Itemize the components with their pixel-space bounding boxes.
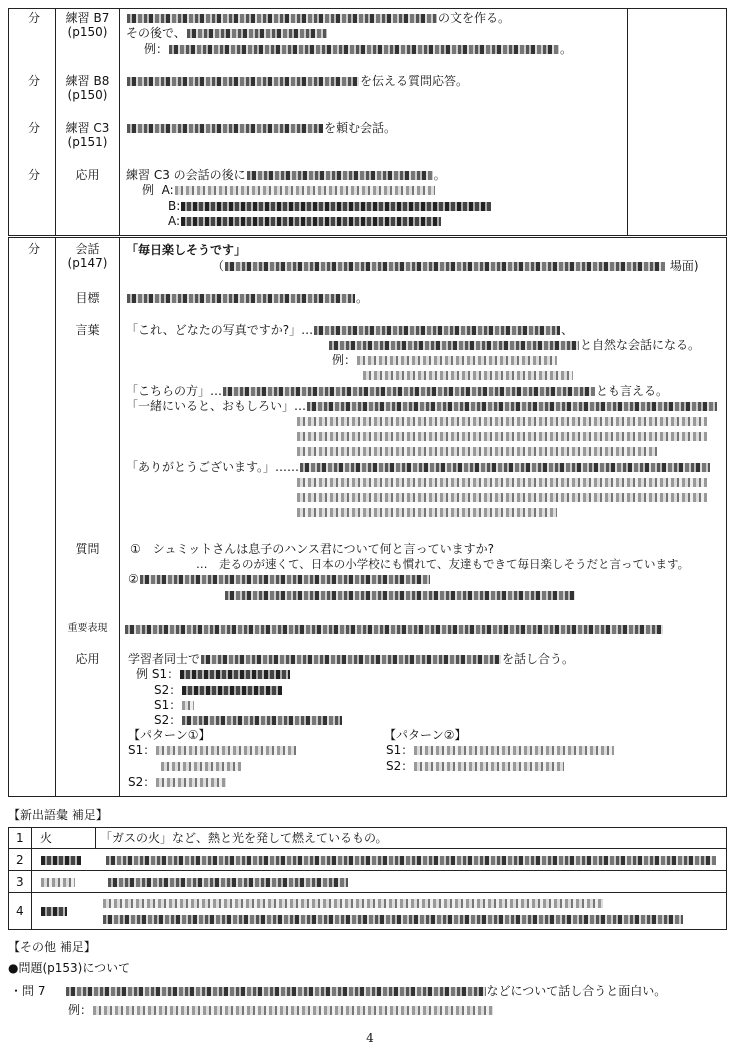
- kaiwa-scene-close: 場面): [669, 259, 699, 273]
- row-b8-label-1: 練習 B8: [65, 74, 110, 88]
- row-b7-line1-suffix: の文を作る。: [438, 11, 511, 25]
- page-number: 4: [366, 1031, 374, 1045]
- row-oyo-top-ex-label: 例: [142, 183, 155, 197]
- kaiwa-label-1: 会話: [75, 242, 100, 256]
- kotoba-q3-line3: [296, 429, 708, 443]
- kotoba-q1-text: 「これ、どなたの写真ですか?」…: [126, 323, 314, 337]
- vocab-row-3-num: 3: [16, 875, 24, 889]
- oyo-label: 応用: [75, 652, 100, 666]
- row-c3-line1-suffix: を頼む会話。: [324, 121, 397, 135]
- kotoba-q3-line2: [296, 414, 708, 428]
- row-b7-line3: [144, 42, 572, 56]
- kotoba-q1-suffix: 、: [561, 323, 574, 337]
- row-oyo-top-time: 分: [28, 168, 41, 182]
- kaiwa-scene-open: （: [212, 259, 225, 273]
- oyo-p2-s1: S1：: [386, 743, 414, 757]
- oyo-p1-s1: S1：: [128, 743, 156, 757]
- vocab-row-1-desc: 「ガスの火」など、熱と光を発して燃えているもの。: [100, 831, 388, 845]
- mokuhyo-line: [126, 291, 368, 305]
- oyo-s2a: S2：: [154, 683, 182, 697]
- row-b8-line1-suffix: を伝える質問応答。: [360, 74, 469, 88]
- row-oyo-top-label: 応用: [75, 168, 100, 182]
- shitsumon-q2-line2: [224, 588, 576, 602]
- kotoba-label: 言葉: [75, 323, 100, 337]
- row-b8-label: [56, 74, 119, 102]
- oyo-line1: [128, 652, 574, 666]
- oyo-pattern2: 【パターン②】: [384, 728, 467, 742]
- other-q7: [10, 984, 666, 998]
- kotoba-q1-line2-suffix: と自然な会話になる。: [580, 338, 701, 352]
- row-c3-label-2: (p151): [67, 135, 108, 149]
- shitsumon-a1: … 走るのが速くて、日本の小学校にも慣れて、友達もできて毎日楽しそうだと言っています。: [196, 557, 690, 571]
- vocab-row-1-num: 1: [16, 831, 24, 845]
- oyo-line1-prefix: 学習者同士で: [128, 652, 201, 666]
- oyo-p2-s2: S2：: [386, 759, 414, 773]
- kaiwa-label: [56, 242, 119, 270]
- kotoba-q2-text: 「こちらの方」…: [126, 384, 223, 398]
- kaiwa-title: 「毎日楽しそうです」: [126, 243, 247, 257]
- oyo-ex-label: 例: [136, 667, 149, 681]
- row-oyo-top-line1-prefix: 練習 C3 の会話の後に: [126, 168, 246, 182]
- row-c3-label-1: 練習 C3: [65, 121, 110, 135]
- row-b7-time: 分: [28, 11, 41, 25]
- row-c3-line1: [126, 121, 396, 135]
- kotoba-q4-text: 「ありがとうございます。」……: [126, 460, 300, 474]
- kotoba-q1: [126, 323, 573, 337]
- row-oyo-top-line1-suffix: 。: [433, 168, 446, 182]
- kotoba-q4-line4: [296, 505, 558, 519]
- oyo-s2a-line: [154, 683, 283, 697]
- oyo-s1b-line: [154, 698, 195, 712]
- oyo-s1b: S1：: [154, 698, 182, 712]
- kotoba-q1-example: [332, 353, 558, 367]
- kotoba-q3: [126, 399, 718, 413]
- mokuhyo-suffix: 。: [356, 291, 369, 305]
- oyo-p1-s2-line: [128, 775, 227, 789]
- row-oyo-top-a1: A:: [161, 183, 174, 197]
- oyo-s1a: S1：: [151, 667, 180, 681]
- kotoba-q1-ex-label: 例：: [332, 353, 357, 367]
- kotoba-q3-text: 「一緒にいると、おもしろい」…: [126, 399, 307, 413]
- vocab-row-2-num: 2: [16, 853, 24, 867]
- oyo-p1-s1-line2: [160, 759, 242, 773]
- other-heading: 【その他 補足】: [8, 940, 96, 954]
- oyo-ex-s1: [136, 667, 291, 681]
- row-c3-label: [56, 121, 119, 149]
- vocab-row-4-line1: [102, 896, 604, 910]
- kotoba-q1-example-2: [362, 368, 574, 382]
- vocab-heading: 【新出語彙 補足】: [8, 808, 108, 822]
- mokuhyo-label: 目標: [75, 291, 100, 305]
- vocab-row-4-word: [40, 904, 68, 918]
- oyo-s2b-line: [154, 713, 343, 727]
- other-ex-label: 例：: [68, 1003, 93, 1017]
- other-problem: ●問題(p153)について: [8, 961, 131, 975]
- row-b7-label: [56, 11, 119, 39]
- kaiwa-label-2: (p147): [67, 256, 108, 270]
- oyo-p2-s2-line: [386, 759, 565, 773]
- kotoba-q3-line4: [296, 444, 658, 458]
- kotoba-q4-line3: [296, 490, 708, 504]
- row-b8-time: 分: [28, 74, 41, 88]
- vocab-row-4-line2: [102, 912, 684, 926]
- row-b7-label-1: 練習 B7: [65, 11, 110, 25]
- row-b7-line2: [126, 26, 328, 40]
- vocab-row-4-num: 4: [16, 904, 24, 918]
- row-oyo-top-b: [168, 199, 492, 213]
- shitsumon-q1: ① シュミットさんは息子のハンス君について何と言っていますか?: [130, 542, 495, 556]
- shitsumon-q2-marker: ②: [128, 572, 139, 586]
- other-q7-label: ・問 7: [10, 984, 46, 998]
- row-c3-time: 分: [28, 121, 41, 135]
- kotoba-q2: [126, 384, 668, 398]
- oyo-p1-s2: S2：: [128, 775, 156, 789]
- kotoba-q1-line2: [328, 338, 700, 352]
- row-oyo-top-line1: [126, 168, 446, 182]
- row-oyo-top-a2: [168, 214, 442, 228]
- vocab-row-1-word: 火: [40, 831, 53, 845]
- row-b8-line1: [126, 74, 468, 88]
- juyo-label: 重要表現: [67, 623, 108, 634]
- main-time: 分: [28, 242, 41, 256]
- row-b7-line3-prefix: 例：: [144, 42, 169, 56]
- shitsumon-label: 質問: [75, 542, 100, 556]
- kaiwa-scene: [212, 259, 699, 273]
- kotoba-q4: [126, 460, 711, 474]
- kotoba-q4-line2: [296, 475, 708, 489]
- row-b8-label-2: (p150): [67, 88, 108, 102]
- row-b7-label-2: (p150): [67, 25, 108, 39]
- juyo-line: [124, 622, 664, 636]
- oyo-pattern1: 【パターン①】: [128, 728, 211, 742]
- oyo-p2-s1-line: [386, 743, 615, 757]
- row-oyo-top-ex-a1: [142, 183, 436, 197]
- oyo-p1-s1-line: [128, 743, 297, 757]
- row-b7-line2-prefix: その後で、: [126, 26, 186, 40]
- other-q7-suffix: などについて話し合うと面白い。: [486, 984, 667, 998]
- oyo-s2b: S2：: [154, 713, 182, 727]
- row-b7-line1: [126, 11, 510, 25]
- row-oyo-top-a2-label: A:: [168, 214, 181, 228]
- kotoba-q2-suffix: とも言える。: [596, 384, 669, 398]
- row-b7-line3-suffix: 。: [560, 42, 573, 56]
- other-example: [68, 1003, 494, 1017]
- vocab-row-3-content: [40, 875, 349, 889]
- shitsumon-q2: [128, 572, 431, 586]
- vocab-row-2-content: [40, 853, 717, 867]
- row-oyo-top-b-label: B:: [168, 199, 181, 213]
- oyo-line1-suffix: を話し合う。: [502, 652, 575, 666]
